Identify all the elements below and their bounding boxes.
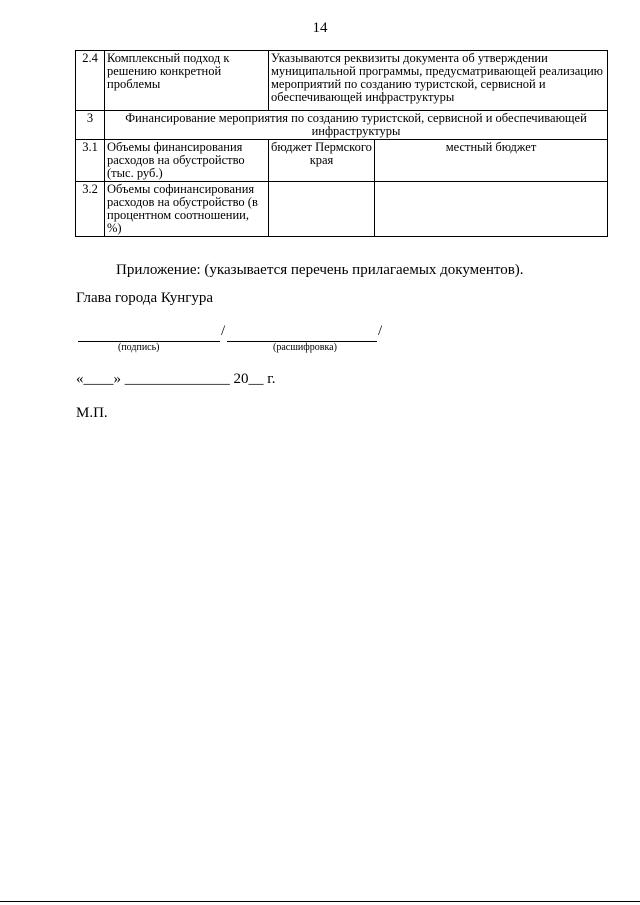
row-number: 3.2 — [76, 182, 105, 237]
row-label: Объемы софинансирования расходов на обустройство (в процентном соотношении, %) — [105, 182, 269, 237]
local-budget-cell: местный бюджет — [375, 140, 608, 182]
table-row — [76, 51, 608, 111]
row-label: Объемы финансирования расходов на обустройство (тыс. руб.) — [105, 140, 269, 182]
page-bottom-rule — [0, 901, 640, 902]
table-row — [76, 140, 608, 182]
decoding-slash: / — [378, 323, 383, 339]
signature-caption: (подпись) — [118, 342, 160, 353]
row-label: Комплексный подход к решению конкретной проблемы — [105, 51, 269, 111]
table-row — [76, 111, 608, 140]
decoding-line — [227, 327, 377, 342]
stamp-place: М.П. — [76, 405, 108, 421]
regional-budget-cell: бюджет Пермского края — [269, 140, 375, 182]
signature-slash: / — [221, 323, 226, 339]
regional-budget-cell — [269, 182, 375, 237]
signature-line — [78, 327, 220, 342]
table-row — [76, 182, 608, 237]
section-heading: Финансирование мероприятия по созданию туристской, сервисной и обеспечивающей инфраструктуры — [105, 111, 608, 140]
decoding-caption: (расшифровка) — [273, 342, 337, 353]
row-number: 2.4 — [76, 51, 105, 111]
row-value: Указываются реквизиты документа об утверждении муниципальной программы, предусматривающей реализацию мероприятий по созданию туристской, сервисной и обеспечивающей инфраструктуры — [269, 51, 608, 111]
row-number: 3.1 — [76, 140, 105, 182]
page-number: 14 — [312, 20, 328, 36]
info-table — [75, 50, 608, 237]
head-title: Глава города Кунгура — [76, 290, 214, 306]
date-line: «____» ______________ 20__ г. — [76, 371, 276, 387]
attachment-note: Приложение: (указывается перечень прилагаемых документов). — [116, 262, 524, 278]
row-number: 3 — [76, 111, 105, 140]
local-budget-cell — [375, 182, 608, 237]
